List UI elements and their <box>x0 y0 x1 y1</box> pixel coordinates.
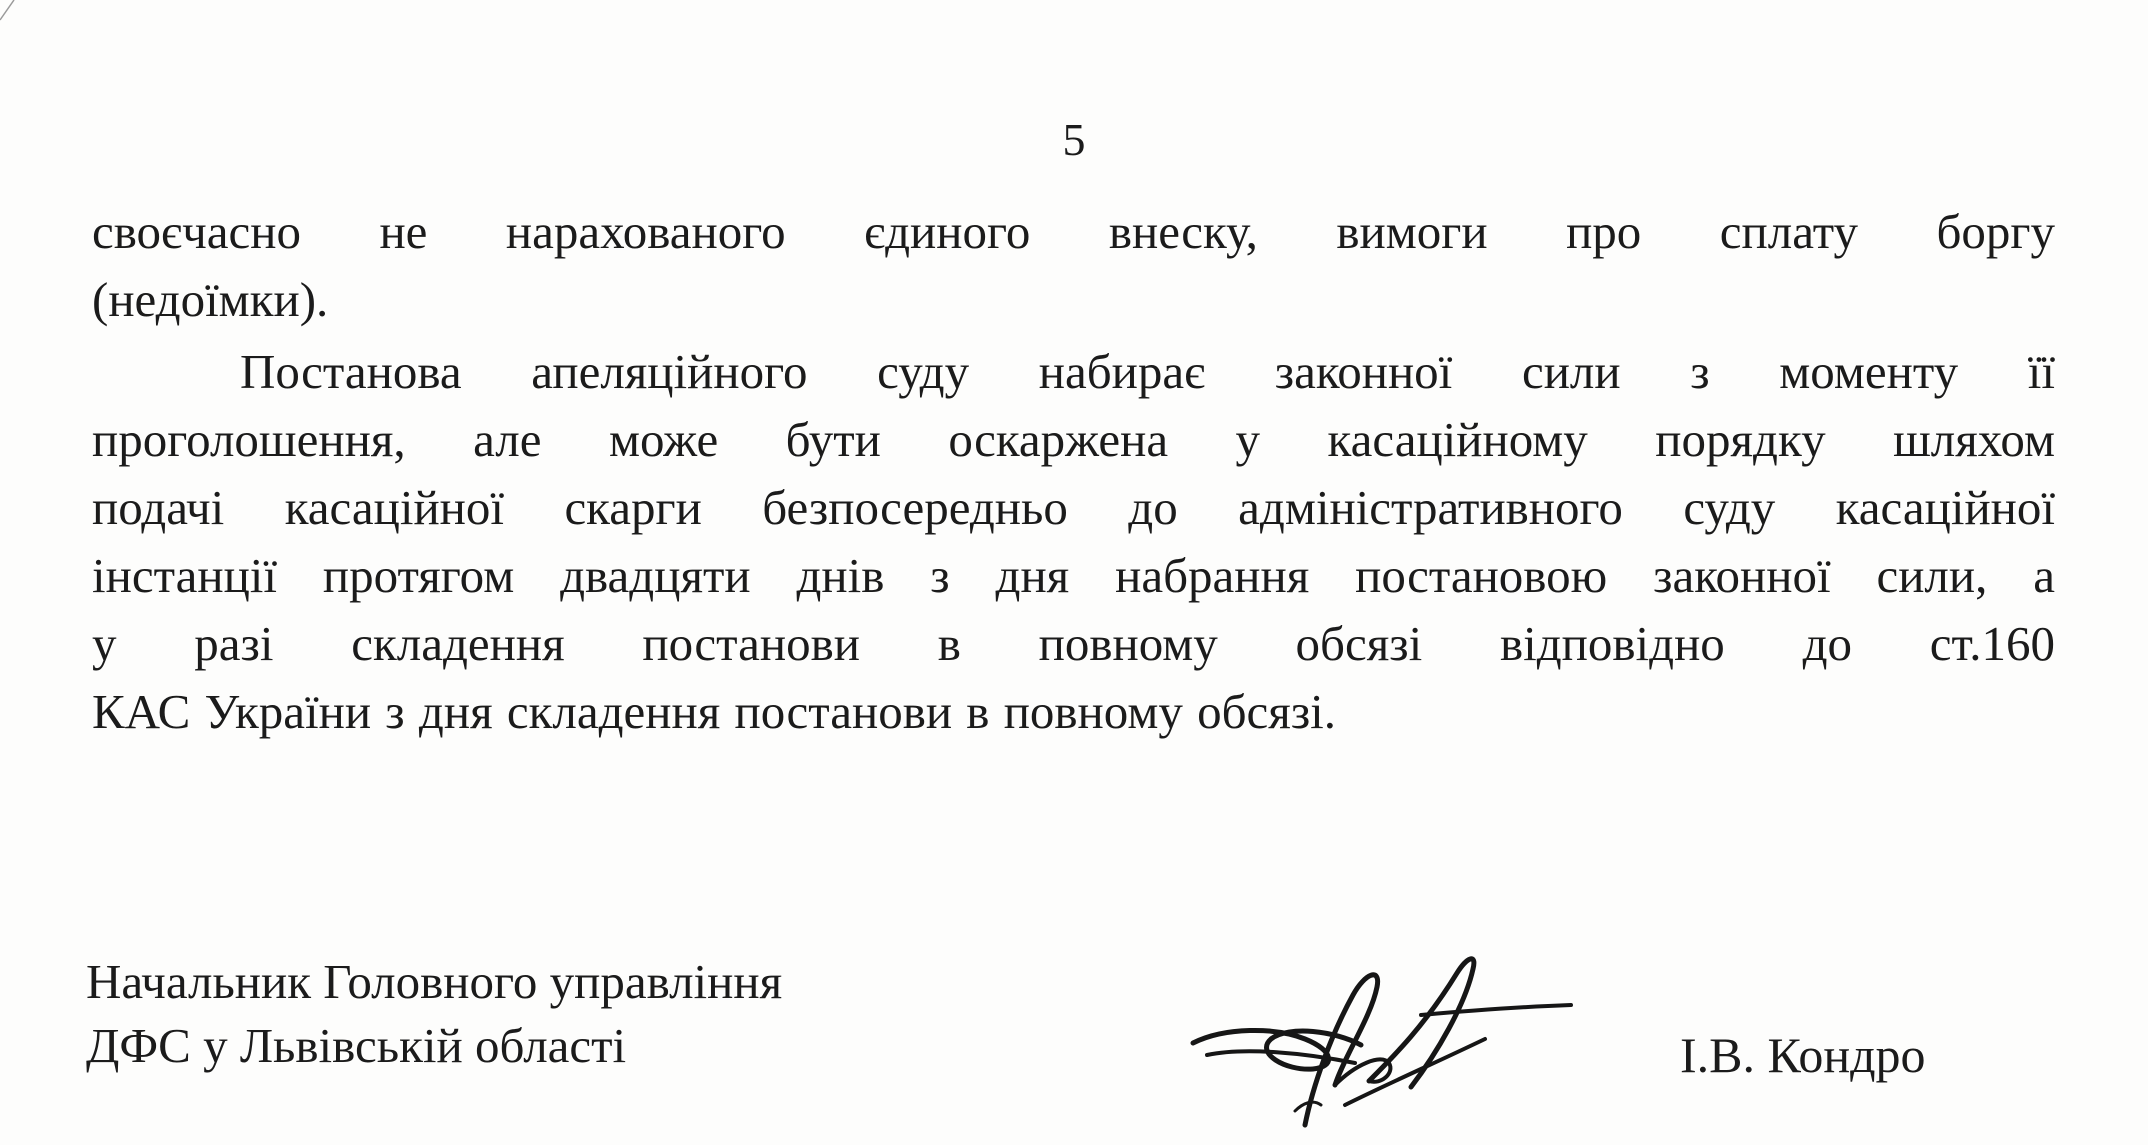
page-number: 5 <box>1062 114 1086 165</box>
handwritten-signature-icon <box>1185 935 1575 1135</box>
signer-name: І.В. Кондро <box>1680 1027 1926 1083</box>
position-title-line-2: ДФС у Львівській області <box>86 1018 627 1073</box>
text-line: подачі касаційної скарги безпосередньо до адміністративного суду касаційної <box>92 480 2055 535</box>
scan-corner-mark <box>0 0 24 24</box>
paragraph-continuation <box>92 198 2055 334</box>
text-line: Постанова апеляційного суду набирає законної сили з моменту її <box>240 344 2055 399</box>
position-title-line-1: Начальник Головного управління <box>86 954 783 1009</box>
text-line: (недоїмки). <box>92 272 329 327</box>
paragraph-appeal-notice <box>92 338 2055 746</box>
text-line: у разі складення постанови в повному обсязі відповідно до ст.160 <box>92 616 2055 671</box>
text-line: інстанції протягом двадцяти днів з дня набрання постановою законної сили, а <box>92 548 2055 603</box>
text-line: проголошення, але може бути оскаржена у касаційному порядку шляхом <box>92 412 2055 467</box>
document-body <box>92 198 2055 746</box>
text-line: КАС України з дня складення постанови в повному обсязі. <box>92 684 1337 739</box>
signatory-position <box>86 950 782 1078</box>
text-line: своєчасно не нарахованого єдиного внеску, вимоги про сплату боргу <box>92 204 2055 259</box>
